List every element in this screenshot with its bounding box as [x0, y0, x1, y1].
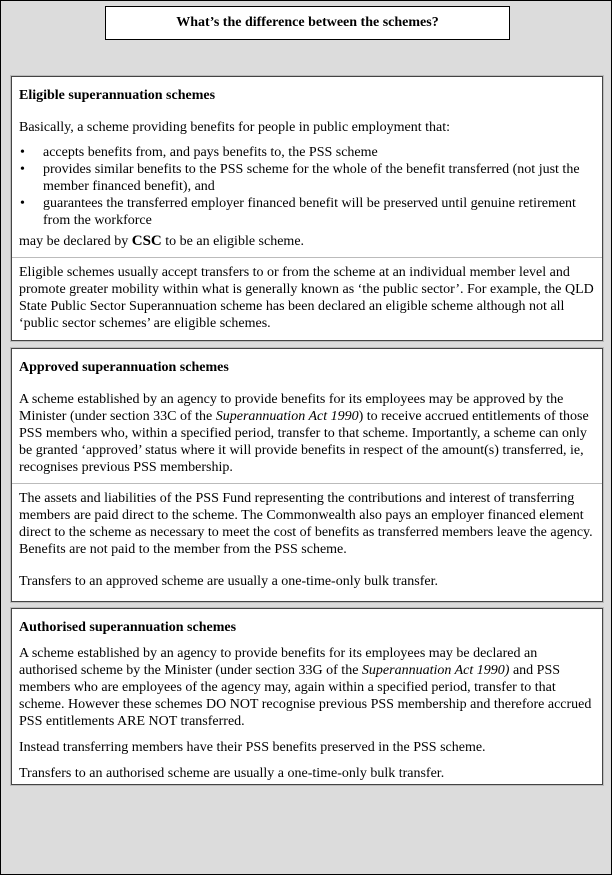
- list-item: • provides similar benefits to the PSS scheme for the whole of the benefit transferred (not just the member financed benefit), and: [20, 162, 580, 194]
- list-item: • guarantees the transferred employer financed benefit will be preserved until genuine retirement from the workforce: [20, 196, 576, 228]
- section-heading: Approved superannuation schemes: [19, 360, 229, 375]
- authorised-paragraph-3: Transfers to an authorised scheme are usually a one-time-only bulk transfer.: [19, 766, 445, 781]
- section-heading: Authorised superannuation schemes: [19, 620, 237, 635]
- eligible-criteria-list: [19, 144, 595, 229]
- divider: [12, 257, 602, 258]
- authorised-paragraph-1: A scheme established by an agency to provide benefits for its employees may be declared an authorised scheme by the Minister (under section 33G of the Superannuation Act 1990) and PSS members who are employees of the agency may, again within a specified period, transfer to that scheme. However these schemes DO NOT recognise previous PSS membership and therefore accrued PSS entitlements ARE NOT transferred.: [19, 646, 592, 729]
- approved-paragraph-3: Transfers to an approved scheme are usually a one-time-only bulk transfer.: [19, 574, 438, 589]
- approved-paragraph-2: The assets and liabilities of the PSS Fund representing the contributions and interest of transferring members are paid direct to the scheme. The Commonwealth also pays an employer financed element direct to the scheme as necessary to meet the cost of benefits as transferred members leave the agency. Benefits are not paid to the member from the PSS scheme.: [19, 491, 593, 557]
- authorised-paragraph-2: Instead transferring members have their PSS benefits preserved in the PSS scheme.: [19, 740, 486, 755]
- divider: [12, 483, 602, 484]
- bullet-icon: •: [20, 145, 25, 160]
- bullet-icon: •: [20, 162, 25, 177]
- eligible-schemes-section: [11, 76, 603, 341]
- approved-paragraph-1: A scheme established by an agency to provide benefits for its employees may be approved by the Minister (under section 33C of the Superannuation Act 1990) to receive accrued entitlements of those PSS members who, within a specified period, transfer to that scheme. Importantly, a scheme can only be granted ‘approved’ status where it will provide benefits in respect of the amount(s) transferred, ie, recognises previous PSS membership.: [19, 392, 589, 475]
- section-heading: Eligible superannuation schemes: [19, 88, 216, 103]
- eligible-paragraph: Eligible schemes usually accept transfers to or from the scheme at an individual member level and promote greater mobility within what is generally known as ‘the public sector’. For example, the QLD State Public Sector Superannuation scheme has been declared an eligible scheme although not all ‘public sector schemes’ are eligible schemes.: [19, 265, 594, 331]
- page-title: What’s the difference between the schemes?: [105, 6, 510, 40]
- eligible-declared-line: may be declared by CSC to be an eligible scheme.: [19, 233, 305, 249]
- list-item: • accepts benefits from, and pays benefits to, the PSS scheme: [20, 145, 378, 160]
- authorised-schemes-section: [11, 608, 603, 785]
- approved-schemes-section: [11, 348, 603, 602]
- bullet-icon: •: [20, 196, 25, 211]
- eligible-intro: Basically, a scheme providing benefits for people in public employment that:: [19, 120, 451, 135]
